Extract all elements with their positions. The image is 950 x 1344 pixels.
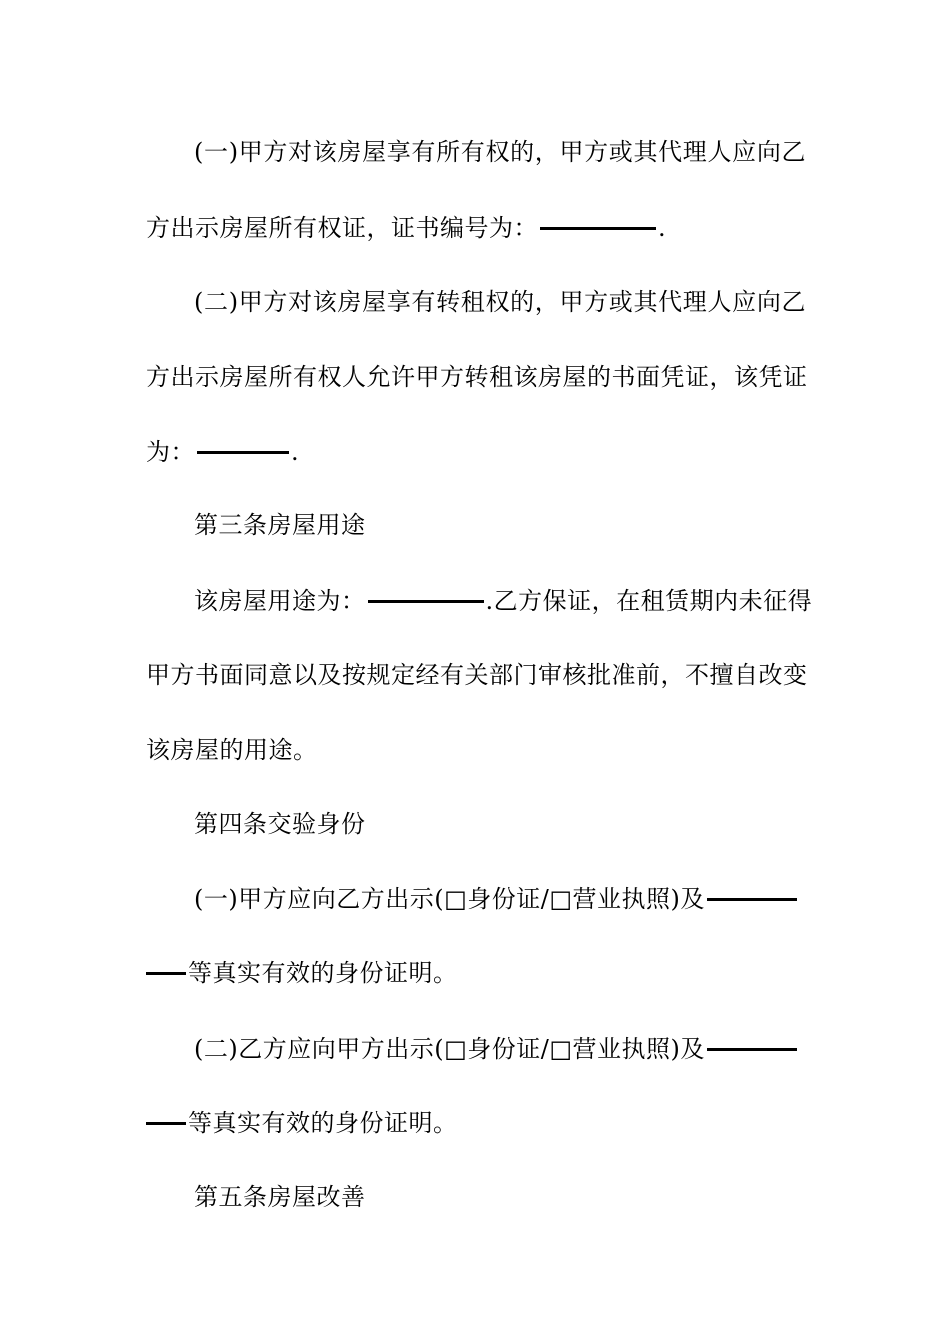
line-text: 方出示房屋所有权证，证书编号为： bbox=[146, 214, 538, 242]
paragraph-line bbox=[146, 212, 806, 244]
section-heading bbox=[194, 509, 806, 541]
line-text: (二)甲方对该房屋享有转租权的，甲方或其代理人应向乙 bbox=[194, 288, 806, 316]
paragraph-line bbox=[194, 585, 813, 617]
paragraph-line bbox=[146, 734, 806, 766]
line-text: 方出示房屋所有权人允许甲方转租该房屋的书面凭证，该凭证 bbox=[146, 363, 808, 391]
paragraph-line bbox=[146, 957, 806, 989]
fill-in-blank bbox=[707, 1048, 797, 1051]
line-text: 甲方书面同意以及按规定经有关部门审核批准前，不擅自改变 bbox=[146, 661, 808, 689]
line-text: (一)甲方对该房屋享有所有权的，甲方或其代理人应向乙 bbox=[194, 138, 806, 166]
heading-text: 第三条房屋用途 bbox=[194, 511, 366, 539]
paragraph-line bbox=[194, 136, 806, 168]
line-text: . bbox=[291, 438, 300, 466]
line-text: 等真实有效的身份证明。 bbox=[188, 959, 458, 987]
line-text: . bbox=[658, 214, 667, 242]
line-text: 该房屋用途为： bbox=[194, 587, 366, 615]
paragraph-line bbox=[146, 1107, 806, 1139]
line-text: 该房屋的用途。 bbox=[146, 736, 318, 764]
paragraph-line bbox=[194, 286, 806, 318]
heading-text: 第五条房屋改善 bbox=[194, 1183, 366, 1211]
line-text: .乙方保证，在租赁期内未征得 bbox=[485, 587, 813, 615]
fill-in-blank bbox=[368, 600, 484, 603]
line-text: (一)甲方应向乙方出示(□身份证/□营业执照)及 bbox=[194, 885, 705, 913]
line-text: (二)乙方应向甲方出示(□身份证/□营业执照)及 bbox=[194, 1035, 705, 1063]
fill-in-blank bbox=[197, 451, 289, 454]
section-heading bbox=[194, 1181, 806, 1213]
fill-in-blank bbox=[146, 1122, 186, 1125]
paragraph-line bbox=[194, 883, 806, 915]
line-text: 等真实有效的身份证明。 bbox=[188, 1109, 458, 1137]
paragraph-line bbox=[146, 436, 806, 468]
fill-in-blank bbox=[540, 227, 656, 230]
heading-text: 第四条交验身份 bbox=[194, 810, 366, 838]
paragraph-line bbox=[194, 1033, 806, 1065]
fill-in-blank bbox=[707, 898, 797, 901]
paragraph-line bbox=[146, 361, 806, 393]
paragraph-line bbox=[146, 659, 806, 691]
line-text: 为： bbox=[146, 438, 195, 466]
section-heading bbox=[194, 808, 806, 840]
fill-in-blank bbox=[146, 972, 186, 975]
